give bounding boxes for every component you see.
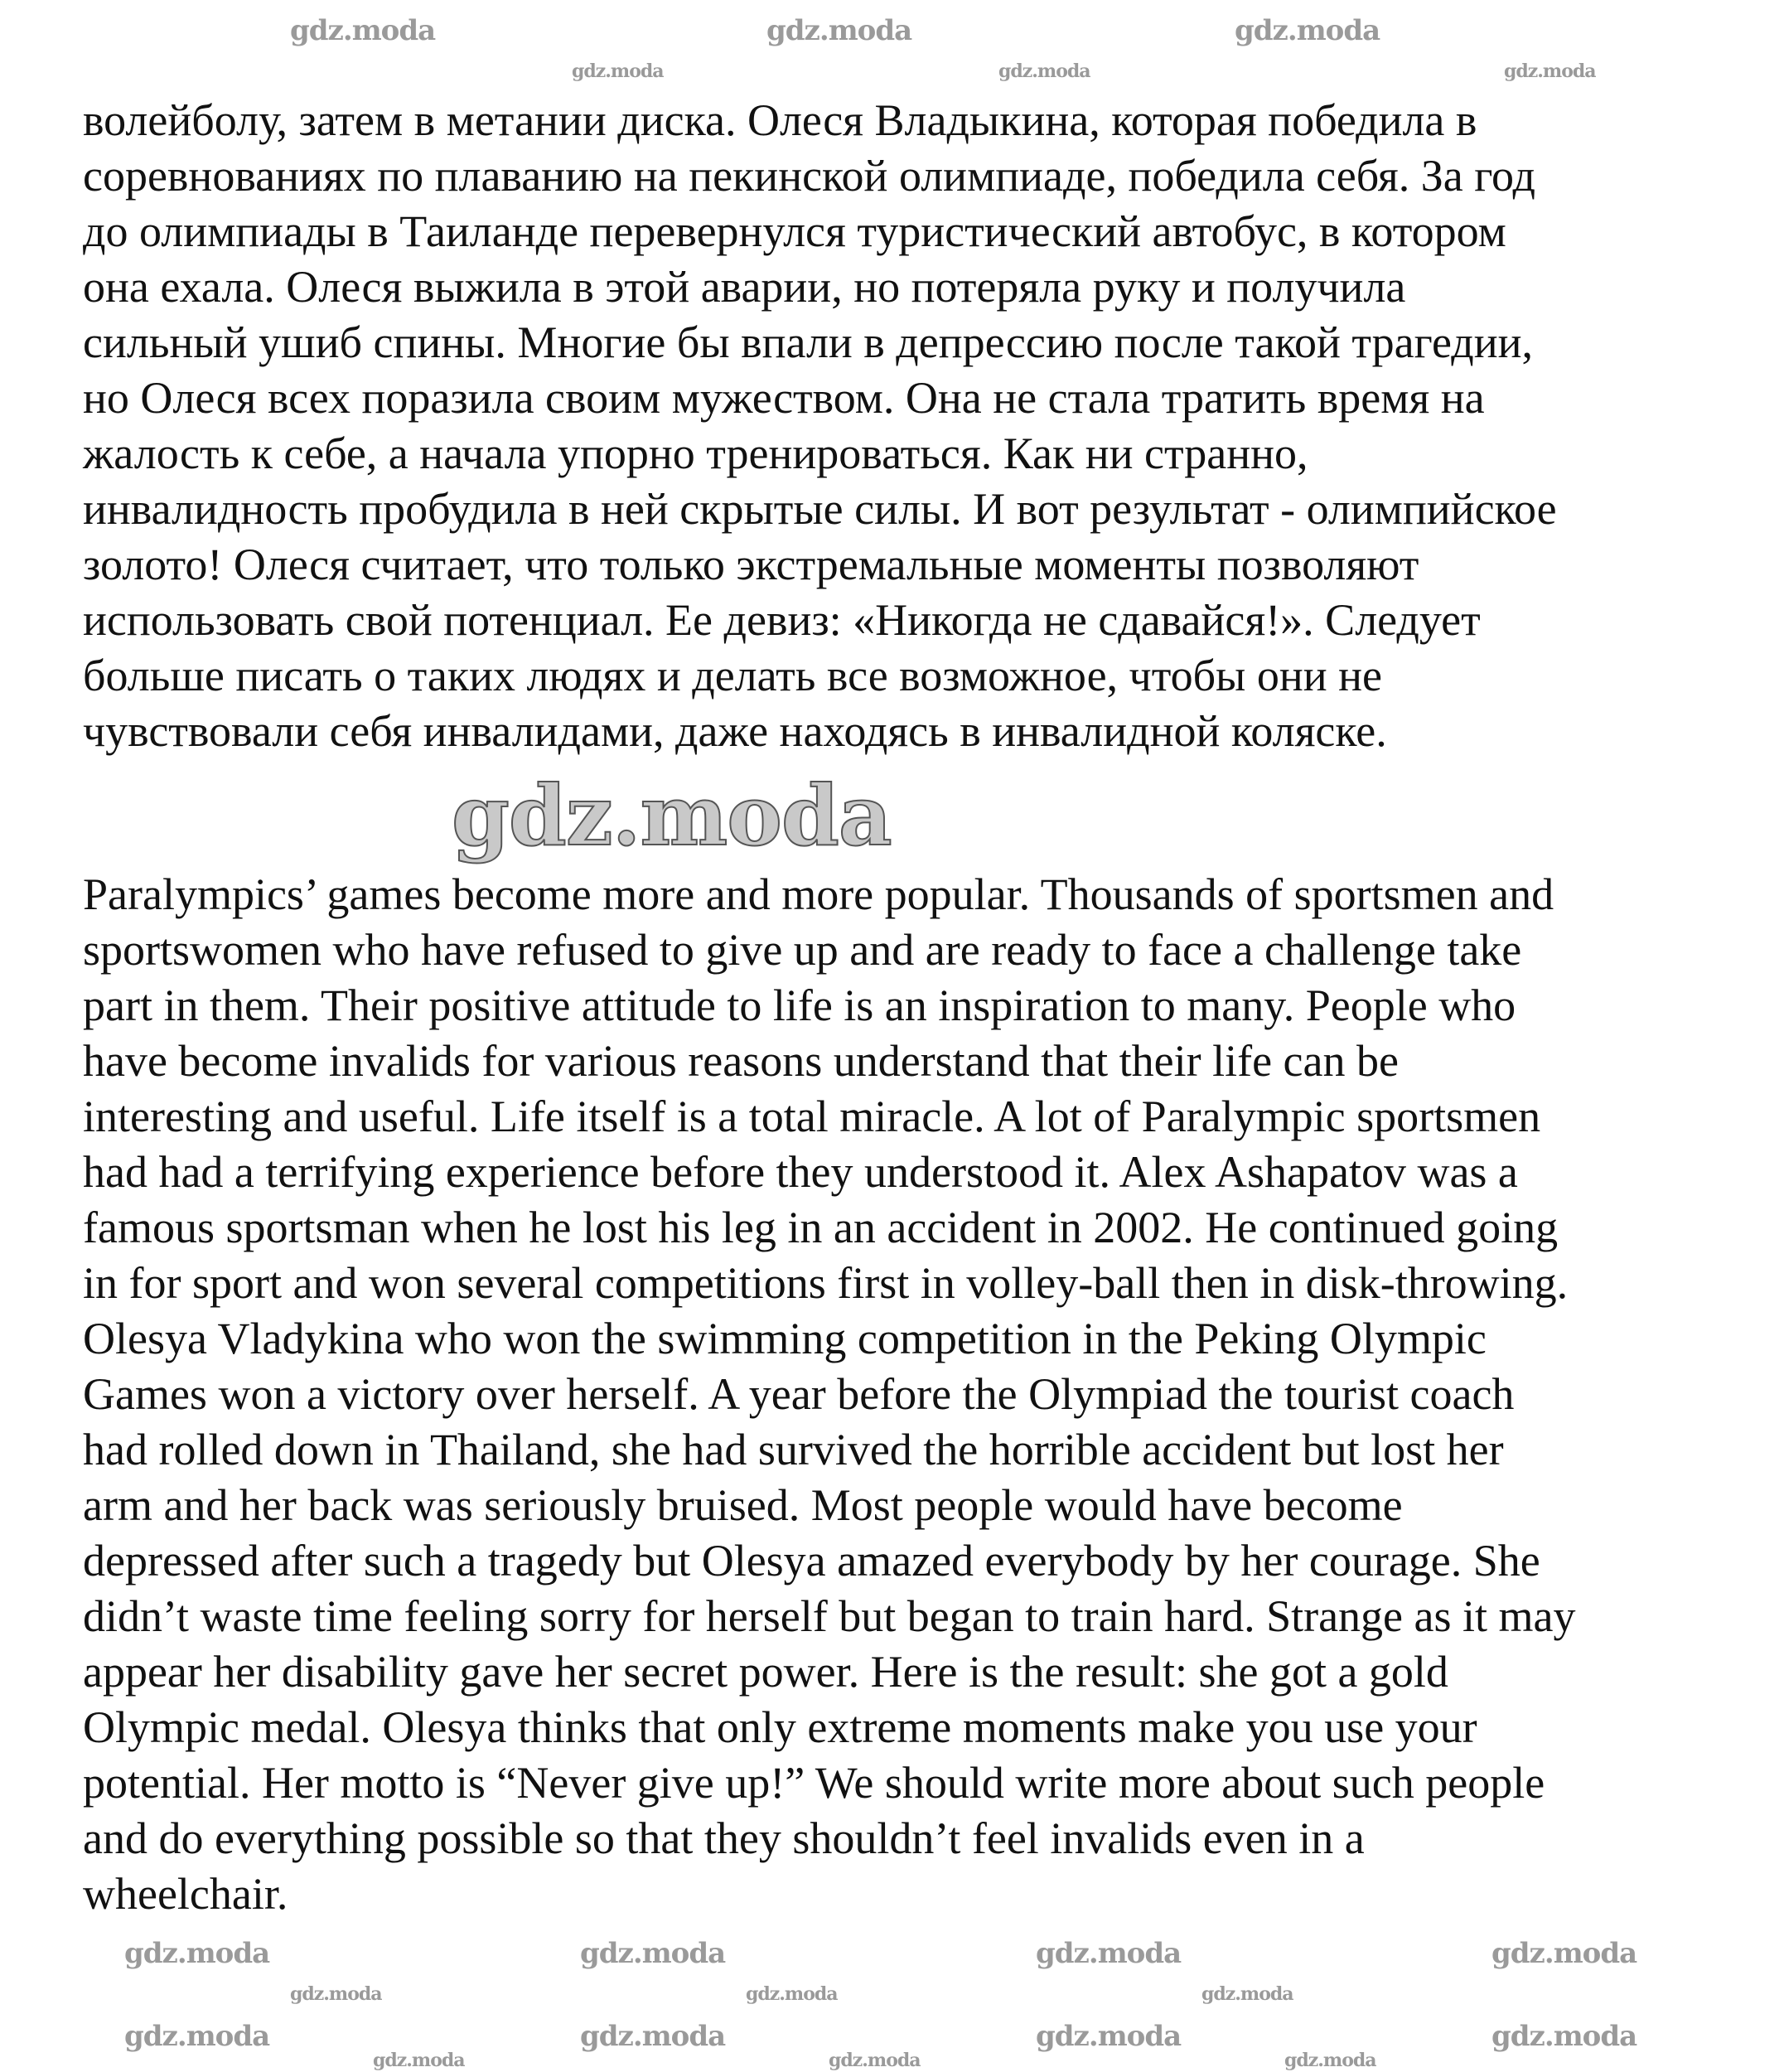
text-line: sportswomen who have refused to give up and are ready to face a challenge take	[83, 925, 1522, 975]
text-line: in for sport and won several competitions first in volley-ball then in disk-throwing.	[83, 1258, 1569, 1308]
watermark: gdz.moda	[1284, 2050, 1376, 2071]
watermark: gdz.moda	[572, 61, 664, 82]
watermark: gdz.moda	[124, 2020, 270, 2053]
watermark: gdz.moda	[766, 14, 912, 47]
watermark: gdz.moda	[1492, 1937, 1637, 1970]
text-line: and do everything possible so that they shouldn’t feel invalids even in a	[83, 1813, 1365, 1863]
watermark: gdz.moda	[124, 1937, 270, 1970]
text-line: depressed after such a tragedy but Olesya amazed everybody by her courage. She	[83, 1536, 1540, 1585]
text-line: wheelchair.	[83, 1869, 288, 1919]
watermark: gdz.moda	[1235, 14, 1380, 47]
text-line: arm and her back was seriously bruised. Most people would have become	[83, 1480, 1403, 1530]
english-text	[83, 867, 1576, 1922]
text-line: больше писать о таких людях и делать все возможное, чтобы они не	[83, 651, 1383, 700]
text-line: до олимпиады в Таиланде перевернулся туристический автобус, в котором	[83, 206, 1506, 256]
text-line: волейболу, затем в метании диска. Олеся Владыкина, которая победила в	[83, 95, 1477, 145]
text-line: жалость к себе, а начала упорно тренироваться. Как ни странно,	[83, 428, 1308, 478]
watermark: gdz.moda	[452, 767, 892, 864]
watermark: gdz.moda	[746, 1983, 838, 2005]
watermark: gdz.moda	[998, 61, 1090, 82]
watermark: gdz.moda	[1201, 1983, 1293, 2005]
text-line: had rolled down in Thailand, she had survived the horrible accident but lost her	[83, 1425, 1504, 1474]
text-line: использовать свой потенциал. Ее девиз: «Никогда не сдавайся!». Следует	[83, 595, 1481, 645]
russian-text	[83, 93, 1557, 759]
watermark: gdz.moda	[580, 1937, 726, 1970]
text-line: инвалидность пробудила в ней скрытые силы. И вот результат - олимпийское	[83, 484, 1557, 534]
text-line: part in them. Their positive attitude to life is an inspiration to many. People who	[83, 980, 1516, 1030]
watermark: gdz.moda	[290, 1983, 382, 2005]
watermark: gdz.moda	[1492, 2020, 1637, 2053]
text-line: Games won a victory over herself. A year before the Olympiad the tourist coach	[83, 1369, 1515, 1419]
text-line: Olesya Vladykina who won the swimming competition in the Peking Olympic	[83, 1314, 1487, 1363]
text-line: но Олеся всех поразила своим мужеством. Она не стала тратить время на	[83, 373, 1485, 423]
text-line: золото! Олеся считает, что только экстремальные моменты позволяют	[83, 540, 1419, 589]
text-line: соревнованиях по плаванию на пекинской олимпиаде, победила себя. За год	[83, 151, 1535, 201]
watermark: gdz.moda	[1036, 2020, 1182, 2053]
text-line: чувствовали себя инвалидами, даже находясь в инвалидной коляске.	[83, 706, 1387, 756]
text-line: interesting and useful. Life itself is a total miracle. A lot of Paralympic sportsmen	[83, 1092, 1541, 1141]
text-line: have become invalids for various reasons understand that their life can be	[83, 1036, 1399, 1086]
watermark: gdz.moda	[290, 14, 436, 47]
text-line: Paralympics’ games become more and more popular. Thousands of sportsmen and	[83, 869, 1554, 919]
watermark: gdz.moda	[373, 2050, 465, 2071]
text-line: had had a terrifying experience before they understood it. Alex Ashapatov was a	[83, 1147, 1518, 1197]
text-line: potential. Her motto is “Never give up!” We should write more about such people	[83, 1758, 1545, 1808]
text-line: didn’t waste time feeling sorry for herself but began to train hard. Strange as it may	[83, 1591, 1576, 1641]
text-line: appear her disability gave her secret power. Here is the result: she got a gold	[83, 1647, 1448, 1697]
text-line: Olympic medal. Olesya thinks that only extreme moments make you use your	[83, 1702, 1477, 1752]
watermark: gdz.moda	[580, 2020, 726, 2053]
watermark: gdz.moda	[1036, 1937, 1182, 1970]
text-line: сильный ушиб спины. Многие бы впали в депрессию после такой трагедии,	[83, 317, 1534, 367]
text-line: famous sportsman when he lost his leg in an accident in 2002. He continued going	[83, 1203, 1559, 1252]
watermark: gdz.moda	[829, 2050, 921, 2071]
watermark: gdz.moda	[1504, 61, 1596, 82]
text-line: она ехала. Олеся выжила в этой аварии, но потеряла руку и получила	[83, 262, 1406, 312]
